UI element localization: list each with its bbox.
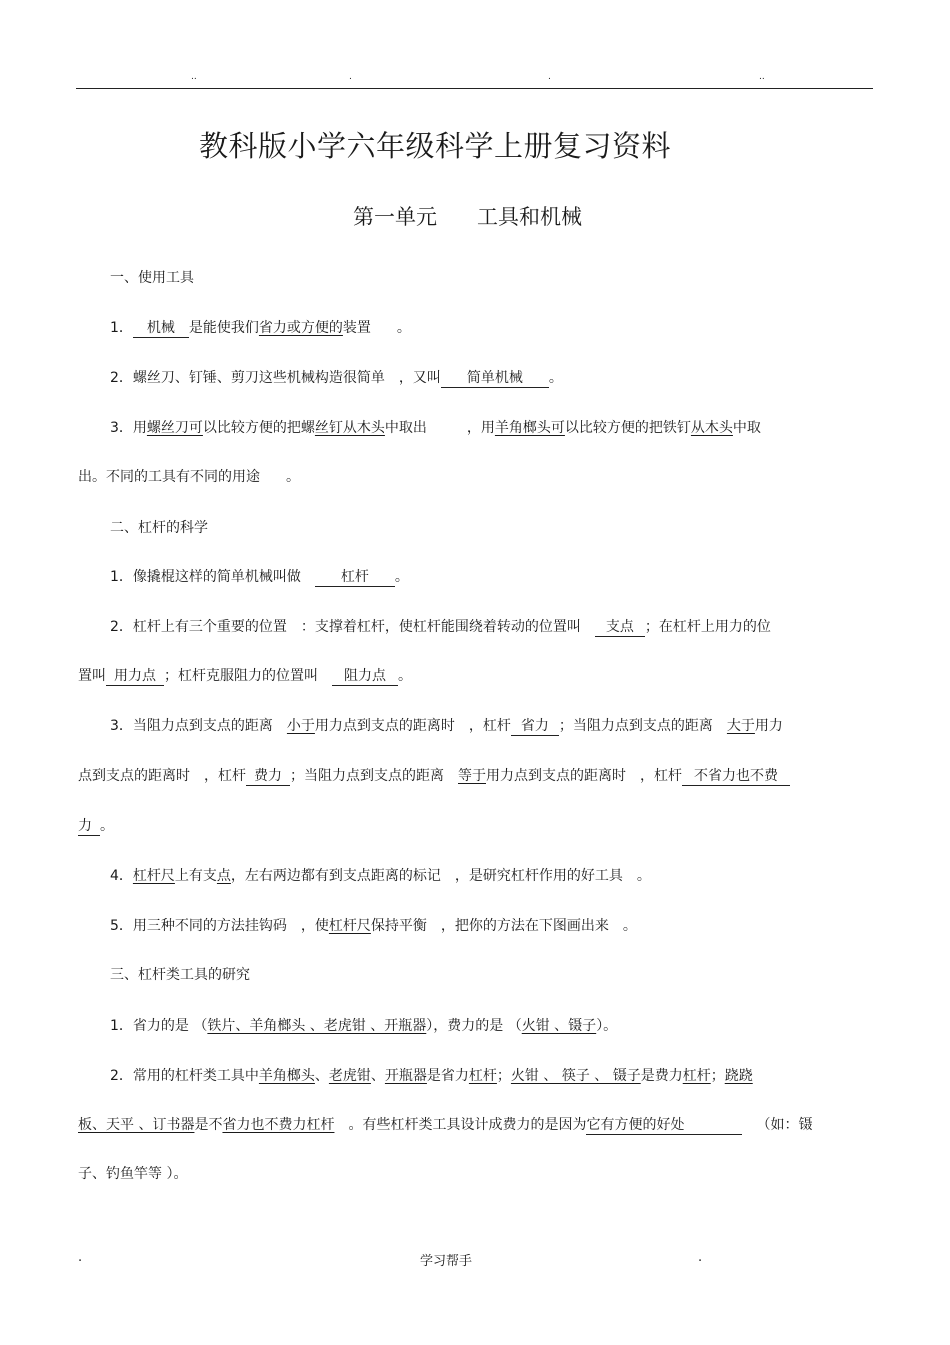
footer-text: 学习帮手 [420,1254,473,1269]
item-1-3-cont: 出。不同的工具有不同的用途 。 [78,469,300,485]
footer-mark-left: . [78,1250,83,1265]
unit-heading: 第一单元 工具和机械 [353,205,582,229]
item-1-3: 3．用螺丝刀可以比较方便的把螺丝钉从木头中取出 ，用羊角榔头可以比较方便的把铁钉从木头中取 [110,420,761,436]
item-2-3-cont: 点到支点的距离时 ，杠杆 费力 ；当阻力点到支点的距离 等于用力点到支点的距离时 ，杠杆 不省力也不费 [78,766,872,786]
item-1-2: 2．螺丝刀、钉锤、剪刀这些机械构造很简单 ，又叫 简单机械 。 [110,370,563,386]
header-mark: . [548,72,551,82]
item-2-1: 1．像撬棍这样的简单机械叫做 杠杆 。 [110,569,409,585]
item-2-5: 5．用三种不同的方法挂钩码 ，使杠杆尺保持平衡 ，把你的方法在下图画出来 。 [110,918,637,934]
item-2-4: 4．杠杆尺上有支点，左右两边都有到支点距离的标记 ，是研究杠杆作用的好工具 。 [110,868,651,884]
item-2-2-cont: 置叫 用力点 ；杠杆克服阻力的位置叫 阻力点 。 [78,668,412,684]
header-rule [76,88,873,89]
page-title: 教科版小学六年级科学上册复习资料 [198,129,671,163]
item-2-3-cont2: 力 。 [78,818,114,834]
item-3-2-cont: 板、天平 、订书器是不省力也不费力杠杆 。有些杠杆类工具设计成费力的是因为它有方便的好处 （如：镊 [78,1117,813,1133]
item-3-2-cont2: 子、钓鱼竿等 ）。 [78,1166,188,1182]
header-mark: .. [191,72,197,82]
section-heading-1: 一、使用工具 [110,270,194,286]
footer-mark-right: . [698,1250,703,1265]
section-heading-3: 三、杠杆类工具的研究 [110,967,250,983]
item-3-1: 1．省力的是 （铁片、羊角榔头 、老虎钳 、开瓶器），费力的是 （火钳 、镊子）。 [110,1018,618,1034]
header-mark: .. [759,72,765,82]
item-2-3: 3．当阻力点到支点的距离 小于用力点到支点的距离时 ，杠杆 省力 ；当阻力点到支点的距离 大于用力 [110,718,783,734]
item-1-1: 1． 机械 是能使我们省力或方便的装置 。 [110,320,411,336]
item-3-2: 2．常用的杠杆类工具中羊角榔头、老虎钳、开瓶器是省力杠杆；火钳 、 筷子 、 镊子是费力杠杆；跷跷 [110,1068,753,1084]
item-2-2: 2．杠杆上有三个重要的位置 ：支撑着杠杆，使杠杆能围绕着转动的位置叫 支点 ；在杠杆上用力的位 [110,619,771,635]
section-heading-2: 二、杠杆的科学 [110,520,208,536]
header-mark: . [349,72,352,82]
